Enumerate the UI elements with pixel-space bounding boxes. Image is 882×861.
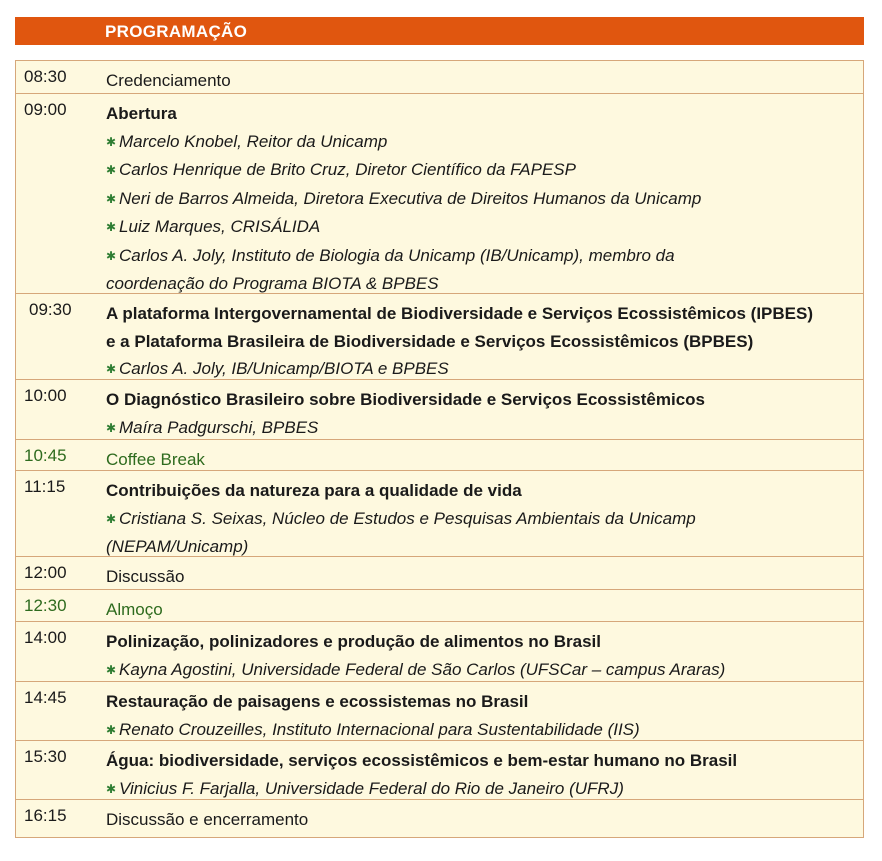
speaker-item: ✱ Carlos A. Joly, Instituto de Biologia da Unicamp (IB/Unicamp), membro da: [106, 242, 857, 271]
speaker-item-continuation: coordenação do Programa BIOTA & BPBES: [106, 274, 439, 293]
flower-bullet-icon: ✱: [106, 722, 117, 737]
speaker-item: ✱ Vinicius F. Farjalla, Universidade Federal do Rio de Janeiro (UFRJ): [106, 775, 857, 804]
speaker-item: ✱ Luiz Marques, CRISÁLIDA: [106, 213, 857, 242]
flower-bullet-icon: ✱: [106, 781, 117, 796]
flower-bullet-icon: ✱: [106, 511, 117, 526]
session-title: Polinização, polinizadores e produção de alimentos no Brasil: [106, 632, 601, 651]
speaker-item: ✱ Kayna Agostini, Universidade Federal de São Carlos (UFSCar – campus Araras): [106, 656, 857, 685]
flower-bullet-icon: ✱: [106, 191, 117, 206]
session-title: Almoço: [106, 600, 163, 619]
session-time: 14:00: [24, 628, 67, 647]
speaker-item: ✱ Carlos Henrique de Brito Cruz, Diretor Científico da FAPESP: [106, 156, 857, 185]
session-title: O Diagnóstico Brasileiro sobre Biodiversidade e Serviços Ecossistêmicos: [106, 390, 706, 409]
session-time: 14:45: [24, 688, 67, 707]
session-title: Coffee Break: [106, 450, 205, 469]
session-title: Discussão e encerramento: [106, 810, 309, 829]
session-title-continuation: e a Plataforma Brasileira de Biodiversidade e Serviços Ecossistêmicos (BPBES): [106, 331, 754, 351]
speaker-item: ✱ Renato Crouzeilles, Instituto Internacional para Sustentabilidade (IIS): [106, 716, 857, 745]
schedule-row: [16, 380, 863, 440]
session-title: A plataforma Intergovernamental de Biodiversidade e Serviços Ecossistêmicos (IPBES): [106, 304, 814, 323]
session-time: 16:15: [24, 806, 67, 825]
speaker-item: ✱ Carlos A. Joly, IB/Unicamp/BIOTA e BPBES: [106, 355, 857, 384]
schedule-row-break: [16, 440, 863, 471]
flower-bullet-icon: ✱: [106, 662, 117, 677]
schedule-row: [16, 800, 863, 837]
session-time: 08:30: [24, 67, 67, 86]
speaker-item: ✱ Maíra Padgurschi, BPBES: [106, 414, 857, 443]
schedule-row: [16, 682, 863, 741]
flower-bullet-icon: ✱: [106, 420, 117, 435]
session-time: 12:00: [24, 563, 67, 582]
session-time: 10:45: [24, 446, 67, 465]
program-title: PROGRAMAÇÃO: [105, 22, 248, 41]
flower-bullet-icon: ✱: [106, 248, 117, 263]
session-time: 15:30: [24, 747, 67, 766]
speaker-item: ✱ Neri de Barros Almeida, Diretora Executiva de Direitos Humanos da Unicamp: [106, 185, 857, 214]
session-time: 12:30: [24, 596, 67, 615]
schedule-row: [16, 471, 863, 557]
program-header: [15, 17, 864, 45]
schedule-row: [16, 294, 863, 380]
schedule-row-break: [16, 590, 863, 622]
session-time: 09:00: [24, 100, 67, 119]
session-title: Abertura: [106, 104, 177, 123]
schedule-row: [16, 61, 863, 94]
session-title: Discussão: [106, 567, 185, 586]
flower-bullet-icon: ✱: [106, 220, 117, 234]
session-title: Credenciamento: [106, 71, 231, 90]
session-title: Água: biodiversidade, serviços ecossistêmicos e bem-estar humano no Brasil: [106, 751, 738, 770]
flower-bullet-icon: ✱: [106, 134, 117, 149]
speaker-item: ✱ Marcelo Knobel, Reitor da Unicamp: [106, 128, 857, 157]
speaker-item: ✱ Cristiana S. Seixas, Núcleo de Estudos e Pesquisas Ambientais da Unicamp: [106, 505, 857, 534]
session-time: 11:15: [24, 477, 66, 496]
session-time: 09:30: [29, 300, 72, 319]
schedule-row: [16, 94, 863, 294]
session-time: 10:00: [24, 386, 67, 405]
schedule-row: [16, 741, 863, 800]
speaker-item-continuation: (NEPAM/Unicamp): [106, 537, 249, 556]
session-title: Contribuições da natureza para a qualidade de vida: [106, 481, 522, 500]
session-title: Restauração de paisagens e ecossistemas no Brasil: [106, 692, 529, 711]
schedule-row: [16, 557, 863, 590]
schedule-row: [16, 622, 863, 682]
schedule-table: [15, 60, 864, 838]
flower-bullet-icon: ✱: [106, 362, 117, 376]
flower-bullet-icon: ✱: [106, 163, 117, 177]
